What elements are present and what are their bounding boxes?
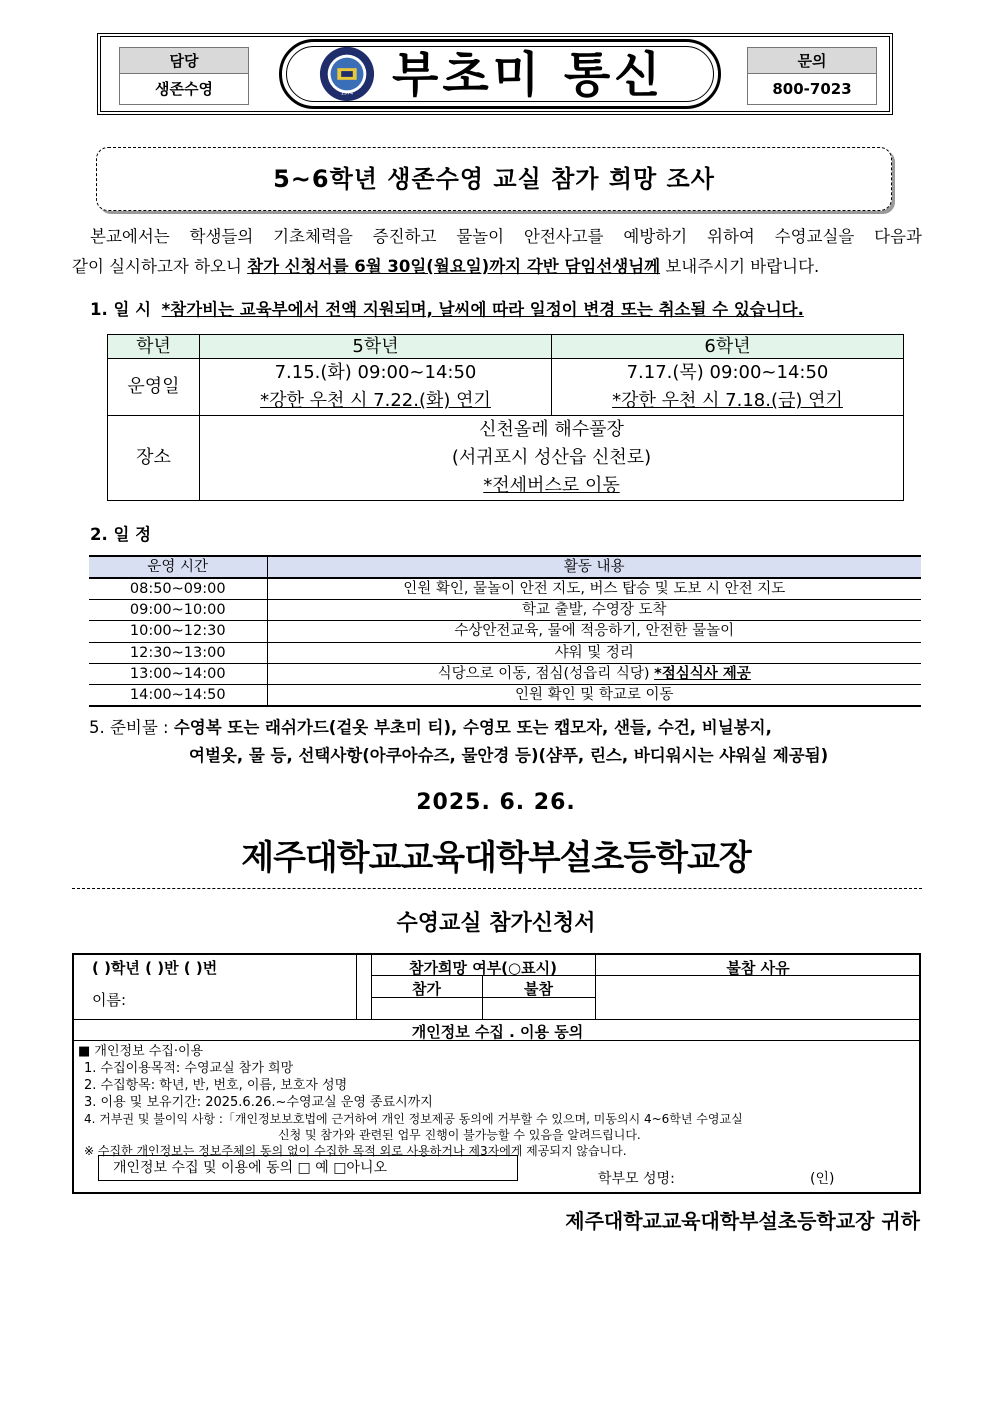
privacy-notice: ※ 수집한 개인정보는 정보주체의 동의 없이 수집한 목적 외로 사용하거나 제3자에게 제공되지 않습니다.: [84, 1144, 627, 1158]
consent-checkbox-row[interactable]: 개인정보 수집 및 이용에 동의 □ 예 □아니오: [98, 1155, 518, 1181]
table-row: [89, 685, 921, 707]
timeline-head-time: 운영 시간: [89, 556, 267, 578]
row-activity: 수상안전교육, 물에 적응하기, 안전한 물놀이: [267, 621, 921, 642]
table-row: [89, 600, 921, 621]
privacy-consent-header: 개인정보 수집 . 이용 동의: [411, 1023, 584, 1041]
school-logo-icon: [318, 45, 376, 103]
grade-5-date: 7.15.(화) 09:00~14:50: [274, 362, 477, 383]
table-row: [89, 578, 921, 600]
contact-person-box: [119, 47, 249, 105]
grade-5-date-cell: [200, 359, 552, 416]
supplies-list: [89, 714, 828, 770]
issue-date: 2025. 6. 26.: [416, 790, 576, 815]
privacy-item-1: 1. 수집이용목적: 수영교실 참가 희망: [84, 1061, 294, 1076]
privacy-item-3: 3. 이용 및 보유기간: 2025.6.26.~수영교실 운영 종료시까지: [84, 1095, 433, 1110]
supplies-line-2: 여벌옷, 물 등, 선택사항(아쿠아슈즈, 물안경 등)(샴푸, 린스, 바디워시는 샤워실 제공됨): [189, 746, 829, 765]
row-time: 14:00~14:50: [89, 685, 267, 707]
grade-6-rain: *강한 우천 시 7.18.(금) 연기: [612, 390, 843, 411]
grade-5-rain: *강한 우천 시 7.22.(화) 연기: [260, 390, 491, 411]
inquiry-phone: 800-7023: [748, 74, 876, 104]
application-form: [72, 953, 921, 1194]
supplies-label: 5. 준비물 :: [89, 718, 174, 737]
grade-6-date-cell: [552, 359, 904, 416]
logo-year: 1974: [340, 91, 354, 97]
table-row: [89, 663, 921, 684]
supplies-line-1: 수영복 또는 래쉬가드(겉옷 부초미 티), 수영모 또는 캡모자, 샌들, 수건, 비닐봉지,: [173, 718, 772, 737]
school-principal: 제주대학교교육대학부설초등학교장: [241, 838, 751, 878]
col-grade-6: 6학년: [552, 335, 904, 359]
row-time: 09:00~10:00: [89, 600, 267, 621]
absence-reason-header: 불참 사유: [726, 959, 790, 977]
name-label[interactable]: 이름:: [92, 991, 127, 1009]
row-activity: [267, 663, 921, 684]
row-activity: 샤워 및 정리: [267, 642, 921, 663]
timeline-head-activity: 활동 내용: [267, 556, 921, 578]
grade-class-number[interactable]: ( )학년 ( )반 ( )번: [92, 959, 218, 977]
row-time: 08:50~09:00: [89, 578, 267, 600]
newsletter-title: 부초미 통신: [392, 47, 665, 103]
row-activity: 인원 확인, 물놀이 안전 지도, 버스 탑승 및 도보 시 안전 지도: [267, 578, 921, 600]
privacy-item-4: 4. 거부권 및 불이익 사항 :「개인정보보호법에 근거하여 개인 정보제공 동의에 거부할 수 있으며, 미동의시 4~6학년 수영교실: [84, 1112, 743, 1126]
row-operating-day: 운영일: [108, 359, 200, 416]
attend-option[interactable]: 참가: [412, 980, 441, 998]
participation-header: 참가희망 여부(○표시): [409, 959, 557, 977]
row-time: 13:00~14:00: [89, 663, 267, 684]
recipient-line: 제주대학교교육대학부설초등학교장 귀하: [565, 1209, 920, 1233]
form-title: 수영교실 참가신청서: [396, 911, 596, 936]
row-time: 12:30~13:00: [89, 642, 267, 663]
row-activity: 인원 확인 및 학교로 이동: [267, 685, 921, 707]
inquiry-label: 문의: [748, 48, 876, 74]
contact-person-value: 생존수영: [120, 74, 248, 104]
col-grade-5: 5학년: [200, 335, 552, 359]
parent-signature-label[interactable]: 학부모 성명:: [598, 1171, 675, 1187]
intro-line-1: 본교에서는 학생들의 기초체력을 증진하고 물놀이 안전사고를 예방하기 위하여 수영교실을 다음과: [90, 227, 922, 246]
seal-mark: (인): [810, 1171, 835, 1187]
privacy-item-4b: 신청 및 참가와 관련된 업무 진행이 불가능할 수 있음을 알려드립니다.: [278, 1128, 641, 1142]
cut-line: [72, 888, 922, 889]
privacy-title: ■ 개인정보 수집·이용: [78, 1044, 204, 1059]
section-2-heading: 2. 일 정: [90, 525, 152, 544]
table-row: [89, 642, 921, 663]
schedule-table: [107, 334, 904, 501]
timeline-table: [89, 555, 921, 707]
intro-line-2a: 같이 실시하고자 하오니: [72, 257, 248, 276]
inquiry-box: [747, 47, 877, 105]
grade-6-date: 7.17.(목) 09:00~14:50: [626, 362, 829, 383]
newsletter-banner: [279, 39, 721, 109]
col-grade: 학년: [108, 335, 200, 359]
place-cell: [200, 416, 904, 501]
place-name: 신천올레 해수풀장: [479, 419, 624, 440]
row-activity-text: 식당으로 이동, 점심(성읍리 식당): [437, 666, 655, 683]
place-transport: *전세버스로 이동: [483, 475, 620, 496]
document-title: 5~6학년 생존수영 교실 참가 희망 조사: [96, 147, 892, 211]
intro-deadline: 참가 신청서를 6월 30일(월요일)까지 각반 담임선생님께: [247, 257, 661, 276]
contact-person-label: 담당: [120, 48, 248, 74]
row-place: 장소: [108, 416, 200, 501]
newsletter-header: [97, 33, 893, 115]
section-1-note: *참가비는 교육부에서 전액 지원되며, 날씨에 따라 일정이 변경 또는 취소될 수 있습니다.: [161, 300, 804, 319]
section-1-heading: [90, 296, 804, 320]
row-activity: 학교 출발, 수영장 도착: [267, 600, 921, 621]
row-time: 10:00~12:30: [89, 621, 267, 642]
section-1-label: 1. 일 시: [90, 300, 152, 319]
privacy-item-2: 2. 수집항목: 학년, 반, 번호, 이름, 보호자 성명: [84, 1078, 348, 1093]
place-address: (서귀포시 성산읍 신천로): [451, 447, 652, 468]
absent-option[interactable]: 불참: [524, 980, 553, 998]
intro-line-2c: 보내주시기 바랍니다.: [660, 257, 820, 276]
table-row: [89, 621, 921, 642]
intro-paragraph: [72, 222, 922, 282]
lunch-note: *점심식사 제공: [654, 666, 751, 683]
